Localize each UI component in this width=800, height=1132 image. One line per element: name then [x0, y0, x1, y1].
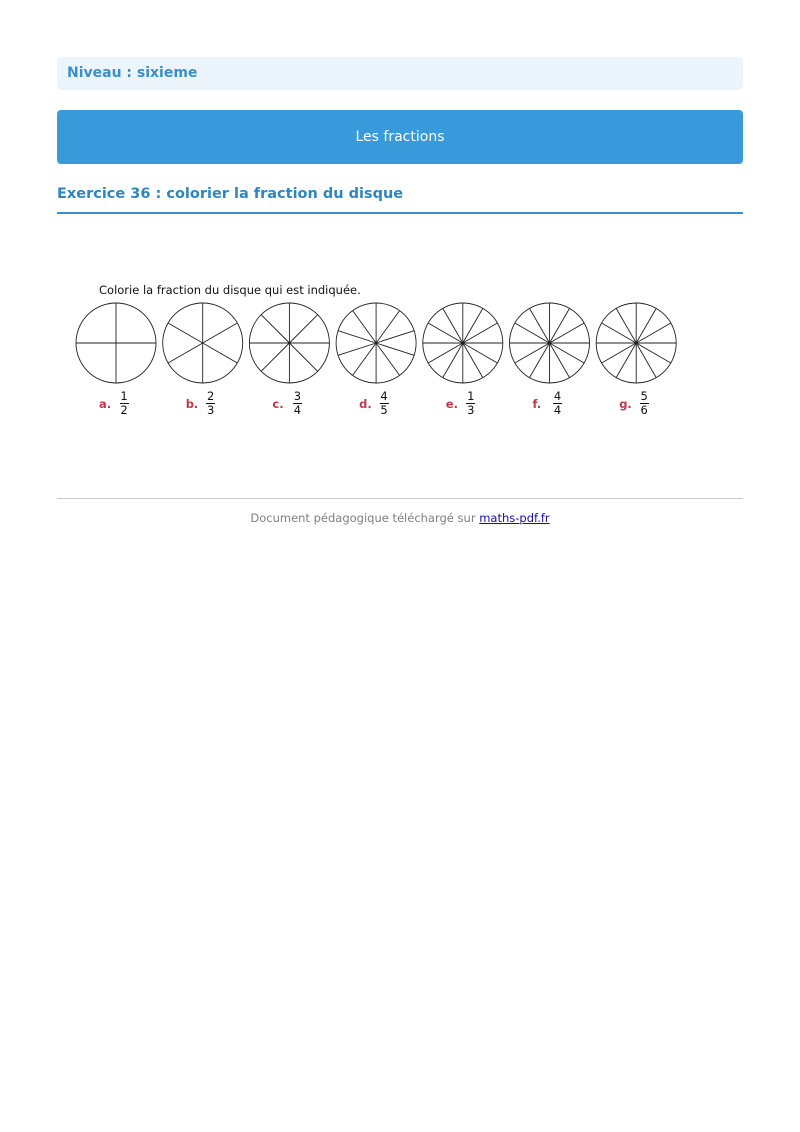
fraction-numerator: 1 — [467, 389, 475, 403]
fraction-denominator: 2 — [120, 403, 128, 417]
fraction-label — [634, 390, 654, 417]
footer-divider — [57, 498, 743, 499]
disk-b[interactable] — [163, 303, 243, 383]
fraction-denominator: 3 — [467, 403, 475, 417]
fraction-label — [114, 390, 134, 417]
fraction-denominator: 4 — [553, 403, 562, 417]
footer-link[interactable]: maths-pdf.fr — [479, 511, 550, 525]
item-letter: b. — [185, 397, 199, 411]
disk-e[interactable] — [423, 303, 503, 383]
item-letter: f. — [532, 397, 542, 411]
item-letter: a. — [99, 397, 112, 411]
page-title: Les fractions — [57, 110, 743, 164]
item-letter: c. — [272, 397, 284, 411]
fraction-label — [374, 390, 394, 417]
fraction-numerator: 4 — [553, 389, 562, 403]
fraction-denominator: 6 — [640, 403, 648, 417]
disk-g[interactable] — [596, 303, 676, 383]
item-letter: g. — [619, 397, 632, 411]
fraction-numerator: 5 — [640, 389, 648, 403]
disk-d[interactable] — [336, 303, 416, 383]
fraction-denominator: 3 — [207, 403, 215, 417]
fraction-label — [548, 390, 568, 417]
footer-text: Document pédagogique téléchargé sur — [250, 511, 476, 525]
exercise-title: Exercice 36 : colorier la fraction du disque — [57, 186, 404, 202]
fraction-label — [201, 390, 221, 417]
fraction-label — [287, 390, 307, 417]
disk-a[interactable] — [76, 303, 156, 383]
fraction-label — [461, 390, 481, 417]
fraction-numerator: 2 — [207, 389, 215, 403]
footer — [0, 511, 800, 525]
disk-f[interactable] — [510, 303, 590, 383]
fraction-denominator: 5 — [380, 403, 388, 417]
exercise-instruction: Colorie la fraction du disque qui est indiquée. — [99, 283, 361, 297]
fraction-numerator: 3 — [293, 389, 302, 403]
fraction-numerator: 1 — [120, 389, 128, 403]
level-banner: Niveau : sixieme — [57, 57, 743, 90]
item-letter: e. — [445, 397, 458, 411]
fraction-numerator: 4 — [380, 389, 388, 403]
disk-c[interactable] — [249, 303, 329, 383]
fraction-denominator: 4 — [293, 403, 302, 417]
item-letter: d. — [359, 397, 372, 411]
